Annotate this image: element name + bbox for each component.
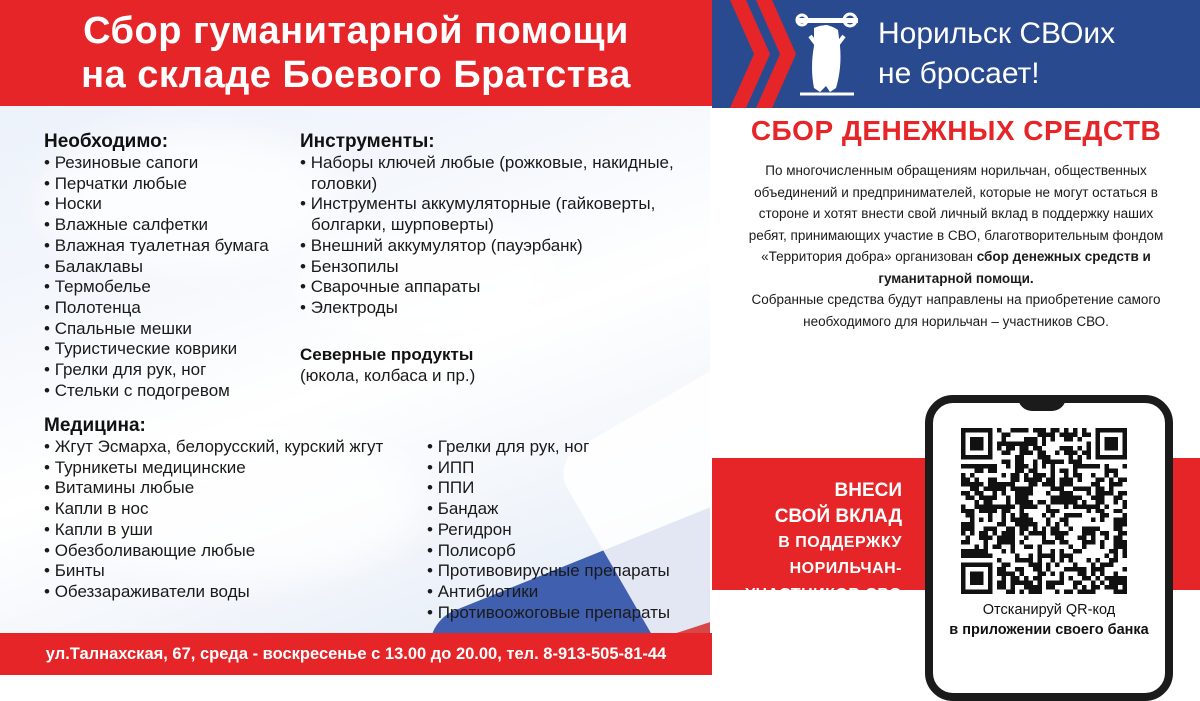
title-line-2: на складе Боевого Братства: [81, 54, 631, 96]
list-item: • Бандаж: [427, 499, 707, 520]
list-item: • Полотенца: [44, 298, 304, 319]
northern-title: Северные продукты: [300, 345, 474, 364]
money-paragraph-1: По многочисленным обращениям норильчан, общественных объединений и предпринимателей, которые не могут остаться в стороне и хотят внести свой личный вклад в поддержку наших ребят, принимающих участие в СВО, благотворительным фондом «Территория добра» организован: [748, 163, 1164, 264]
list-item: • ППИ: [427, 478, 707, 499]
money-paragraph-2: Собранные средства будут направлены на приобретение самого необходимого для норильчан – участников СВО.: [751, 292, 1161, 329]
list-item: • Грелки для рук, ног: [44, 360, 304, 381]
list-item: • Влажная туалетная бумага: [44, 236, 304, 257]
list-item: • ИПП: [427, 458, 707, 479]
list-item: • Термобелье: [44, 277, 304, 298]
list-item: • Бензопилы: [300, 257, 700, 278]
list-item: • Обезболивающие любые: [44, 541, 424, 562]
slogan-line-1: Норильск СВОих: [878, 17, 1116, 50]
list-item: • Витамины любые: [44, 478, 424, 499]
list-item: • Электроды: [300, 298, 700, 319]
contribute-line-4: НОРИЛЬЧАН-: [789, 560, 902, 577]
necessary-list: [44, 131, 304, 401]
list-item: • Обеззараживатели воды: [44, 582, 424, 603]
contribute-text: [712, 478, 902, 608]
list-item: • Сварочные аппараты: [300, 277, 700, 298]
norilsk-emblem-icon: [792, 8, 862, 98]
contribute-line-1: ВНЕСИ: [834, 480, 902, 501]
list-item: • Бинты: [44, 561, 424, 582]
contribute-line-2: СВОЙ ВКЛАД: [774, 506, 902, 527]
phone-notch: [1018, 395, 1066, 411]
qr-code-icon[interactable]: [958, 428, 1130, 594]
slogan-line-2: не бросает!: [878, 57, 1040, 90]
money-title: СБОР ДЕНЕЖНЫХ СРЕДСТВ: [750, 115, 1162, 146]
northern-products: [300, 344, 600, 386]
contribute-line-3: В ПОДДЕРЖКУ: [778, 534, 902, 551]
list-item: • Инструменты аккумуляторные (гайковерты,: [300, 194, 700, 215]
medicine-title: Медицина:: [44, 415, 146, 436]
list-item: • Внешний аккумулятор (пауэрбанк): [300, 236, 700, 257]
list-item: • Жгут Эсмарха, белорусский, курский жгут: [44, 437, 424, 458]
list-item-continued: головки): [311, 173, 378, 193]
list-item: • Грелки для рук, ног: [427, 437, 707, 458]
list-item: • Наборы ключей любые (рожковые, накидные,: [300, 153, 700, 174]
list-item: • Регидрон: [427, 520, 707, 541]
list-item: • Антибиотики: [427, 582, 707, 603]
slogan: [878, 14, 1115, 94]
list-item-continued: болгарки, шурповерты): [311, 215, 494, 235]
northern-text: (юкола, колбаса и пр.): [300, 366, 476, 385]
address-text: ул.Талнахская, 67, среда - воскресенье с 13.00 до 20.00, тел. 8-913-505-81-44: [45, 644, 667, 663]
money-description: [740, 160, 1172, 332]
qr-caption: [945, 600, 1153, 640]
list-item: • Капли в нос: [44, 499, 424, 520]
list-item: • Туристические коврики: [44, 339, 304, 360]
list-item: • Полисорб: [427, 541, 707, 562]
title-banner: [0, 0, 712, 106]
list-item: • Противовирусные препараты: [427, 561, 707, 582]
list-item: • Носки: [44, 194, 304, 215]
list-item: • Балаклавы: [44, 257, 304, 278]
tools-list: [300, 131, 700, 319]
necessary-title: Необходимо:: [44, 131, 169, 152]
list-item: • Резиновые сапоги: [44, 153, 304, 174]
address-bar: [0, 633, 712, 675]
list-item: • Турникеты медицинские: [44, 458, 424, 479]
list-item: • Капли в уши: [44, 520, 424, 541]
money-paragraph-1-bold: сбор денежных средств и гуманитарной помощи.: [878, 249, 1151, 286]
medicine-list-2: [427, 437, 707, 623]
title-line-1: Сбор гуманитарной помощи: [83, 10, 629, 52]
list-item: • Перчатки любые: [44, 174, 304, 195]
medicine-list: [44, 415, 424, 603]
list-item: • Влажные салфетки: [44, 215, 304, 236]
list-item: • Противоожоговые препараты: [427, 603, 707, 624]
contribute-line-5: УЧАСТНИКОВ СВО: [745, 586, 902, 603]
qr-caption-bold: в приложении своего банка: [949, 622, 1149, 638]
qr-caption-line: Отсканируй QR-код: [982, 602, 1116, 618]
list-item: • Стельки с подогревом: [44, 381, 304, 402]
tools-title: Инструменты:: [300, 131, 435, 152]
list-item: • Спальные мешки: [44, 319, 304, 340]
